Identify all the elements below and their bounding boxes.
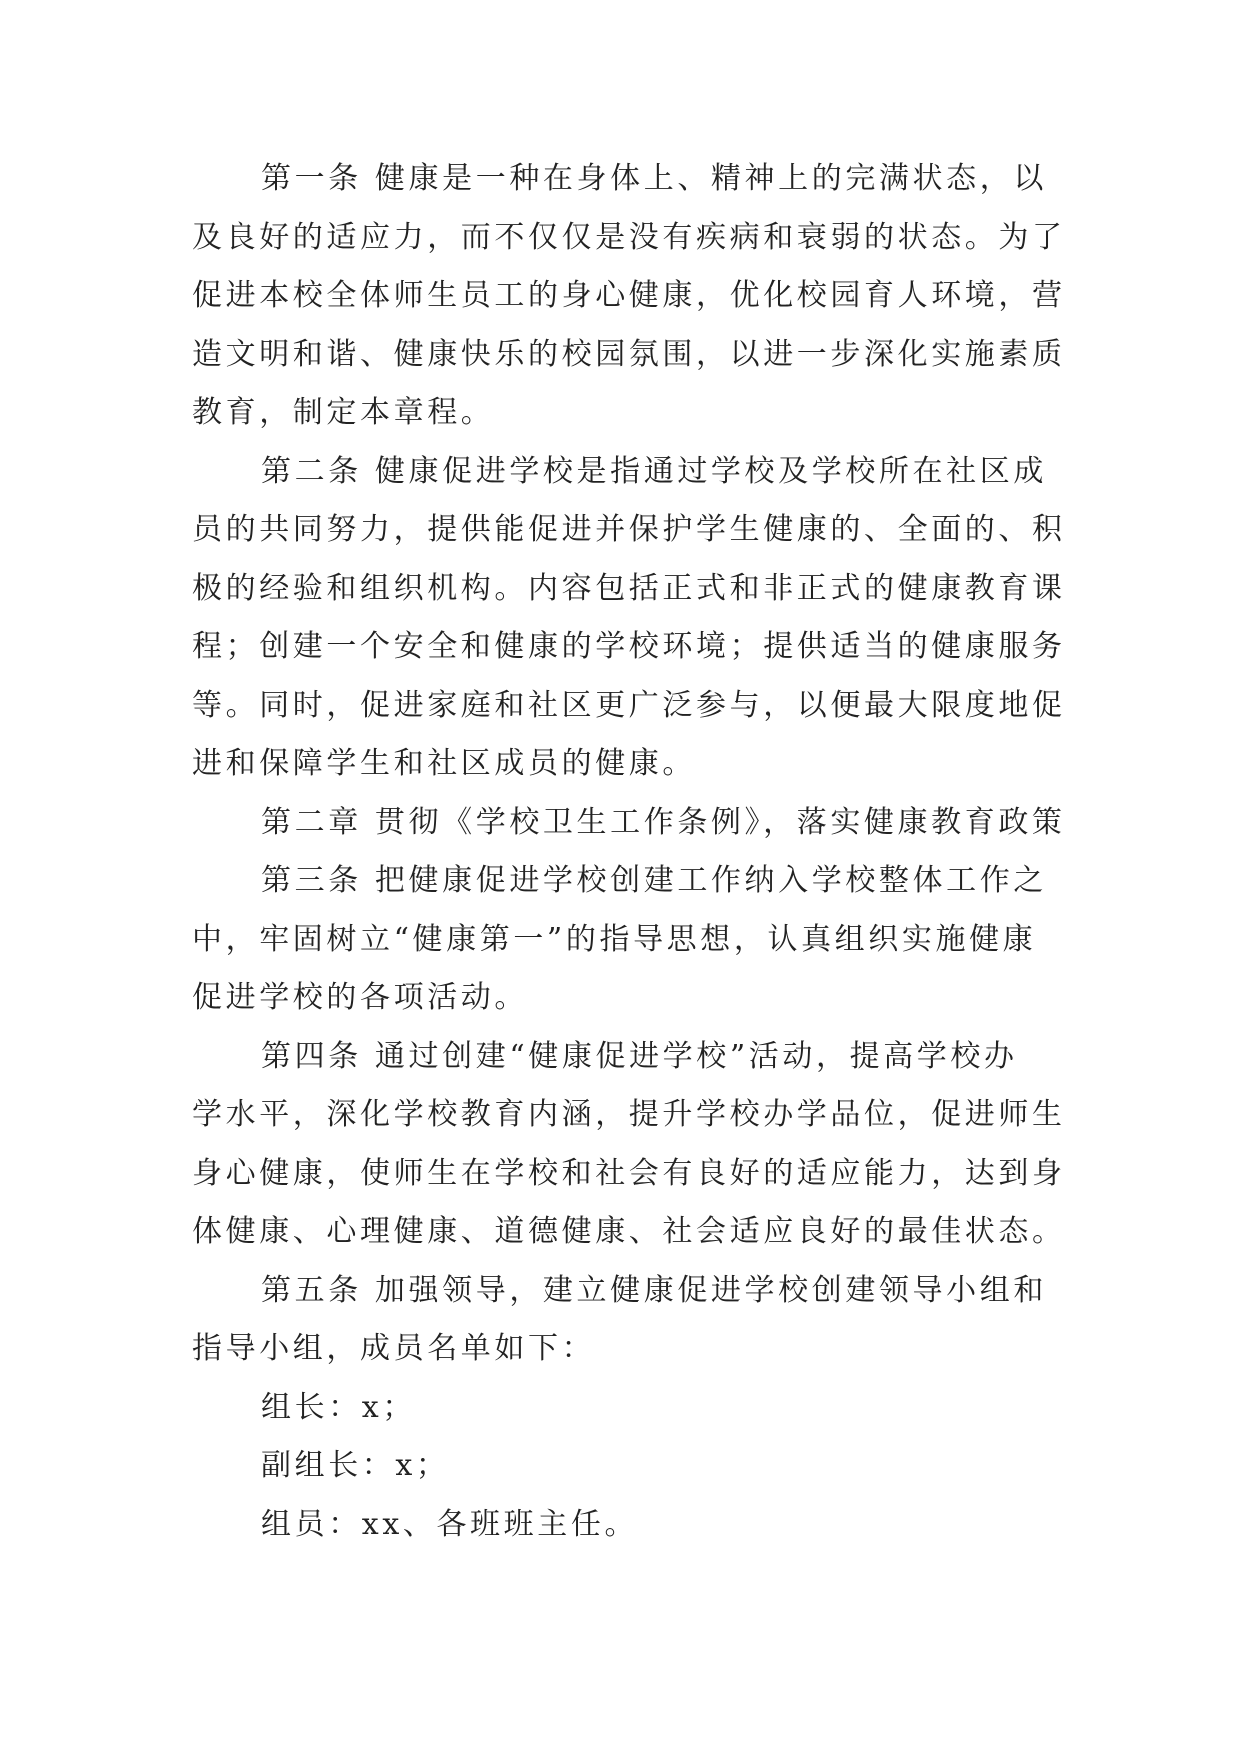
text-line: 造文明和谐、健康快乐的校园氛围，以进一步深化实施素质 xyxy=(192,336,1066,372)
text-line: 教育，制定本章程。 xyxy=(192,395,495,430)
chapter-2-heading xyxy=(192,794,1066,853)
document-body xyxy=(192,150,1066,1554)
deputy-leader-line xyxy=(192,1437,1052,1496)
text-line: 第三条 把健康促进学校创建工作纳入学校整体工作之 xyxy=(261,863,1047,898)
article-5-paragraph xyxy=(192,1262,1052,1379)
text-line: 等。同时，促进家庭和社区更广泛参与，以便最大限度地促 xyxy=(192,687,1066,723)
leader-line xyxy=(192,1379,1052,1438)
article-1-paragraph xyxy=(192,150,1066,443)
text-line: 极的经验和组织机构。内容包括正式和非正式的健康教育课 xyxy=(192,570,1066,606)
text-line: 第五条 加强领导，建立健康促进学校创建领导小组和 xyxy=(261,1272,1047,1308)
article-2-paragraph xyxy=(192,443,1066,794)
article-4-paragraph xyxy=(192,1028,1066,1262)
text-line: 副组长：x； xyxy=(261,1448,450,1483)
text-line: 指导小组，成员名单如下： xyxy=(192,1331,596,1366)
text-line: 体健康、心理健康、道德健康、社会适应良好的最佳状态。 xyxy=(192,1214,1066,1249)
text-line: 第四条 通过创建“健康促进学校”活动，提高学校办 xyxy=(261,1038,1018,1074)
members-line xyxy=(192,1496,1052,1555)
heading-line: 第二章 贯彻《学校卫生工作条例》，落实健康教育政策 xyxy=(261,804,1066,840)
text-line: 进和保障学生和社区成员的健康。 xyxy=(192,746,696,781)
text-line: 员的共同努力，提供能促进并保护学生健康的、全面的、积 xyxy=(192,512,1066,547)
text-line: 组员：xx、各班班主任。 xyxy=(261,1506,639,1542)
text-line: 组长：x； xyxy=(261,1389,416,1425)
text-line: 及良好的适应力，而不仅仅是没有疾病和衰弱的状态。为了 xyxy=(192,219,1066,255)
text-line: 第二条 健康促进学校是指通过学校及学校所在社区成 xyxy=(261,453,1047,489)
text-line: 身心健康，使师生在学校和社会有良好的适应能力，达到身 xyxy=(192,1155,1066,1191)
text-line: 促进学校的各项活动。 xyxy=(192,980,528,1015)
article-3-paragraph xyxy=(192,852,1052,1028)
text-line: 促进本校全体师生员工的身心健康，优化校园育人环境，营 xyxy=(192,278,1066,313)
text-line: 中，牢固树立“健康第一”的指导思想，认真组织实施健康 xyxy=(192,921,1037,957)
text-line: 第一条 健康是一种在身体上、精神上的完满状态，以 xyxy=(261,161,1047,196)
text-line: 程；创建一个安全和健康的学校环境；提供适当的健康服务 xyxy=(192,629,1066,664)
text-line: 学水平，深化学校教育内涵，提升学校办学品位，促进师生 xyxy=(192,1097,1066,1132)
